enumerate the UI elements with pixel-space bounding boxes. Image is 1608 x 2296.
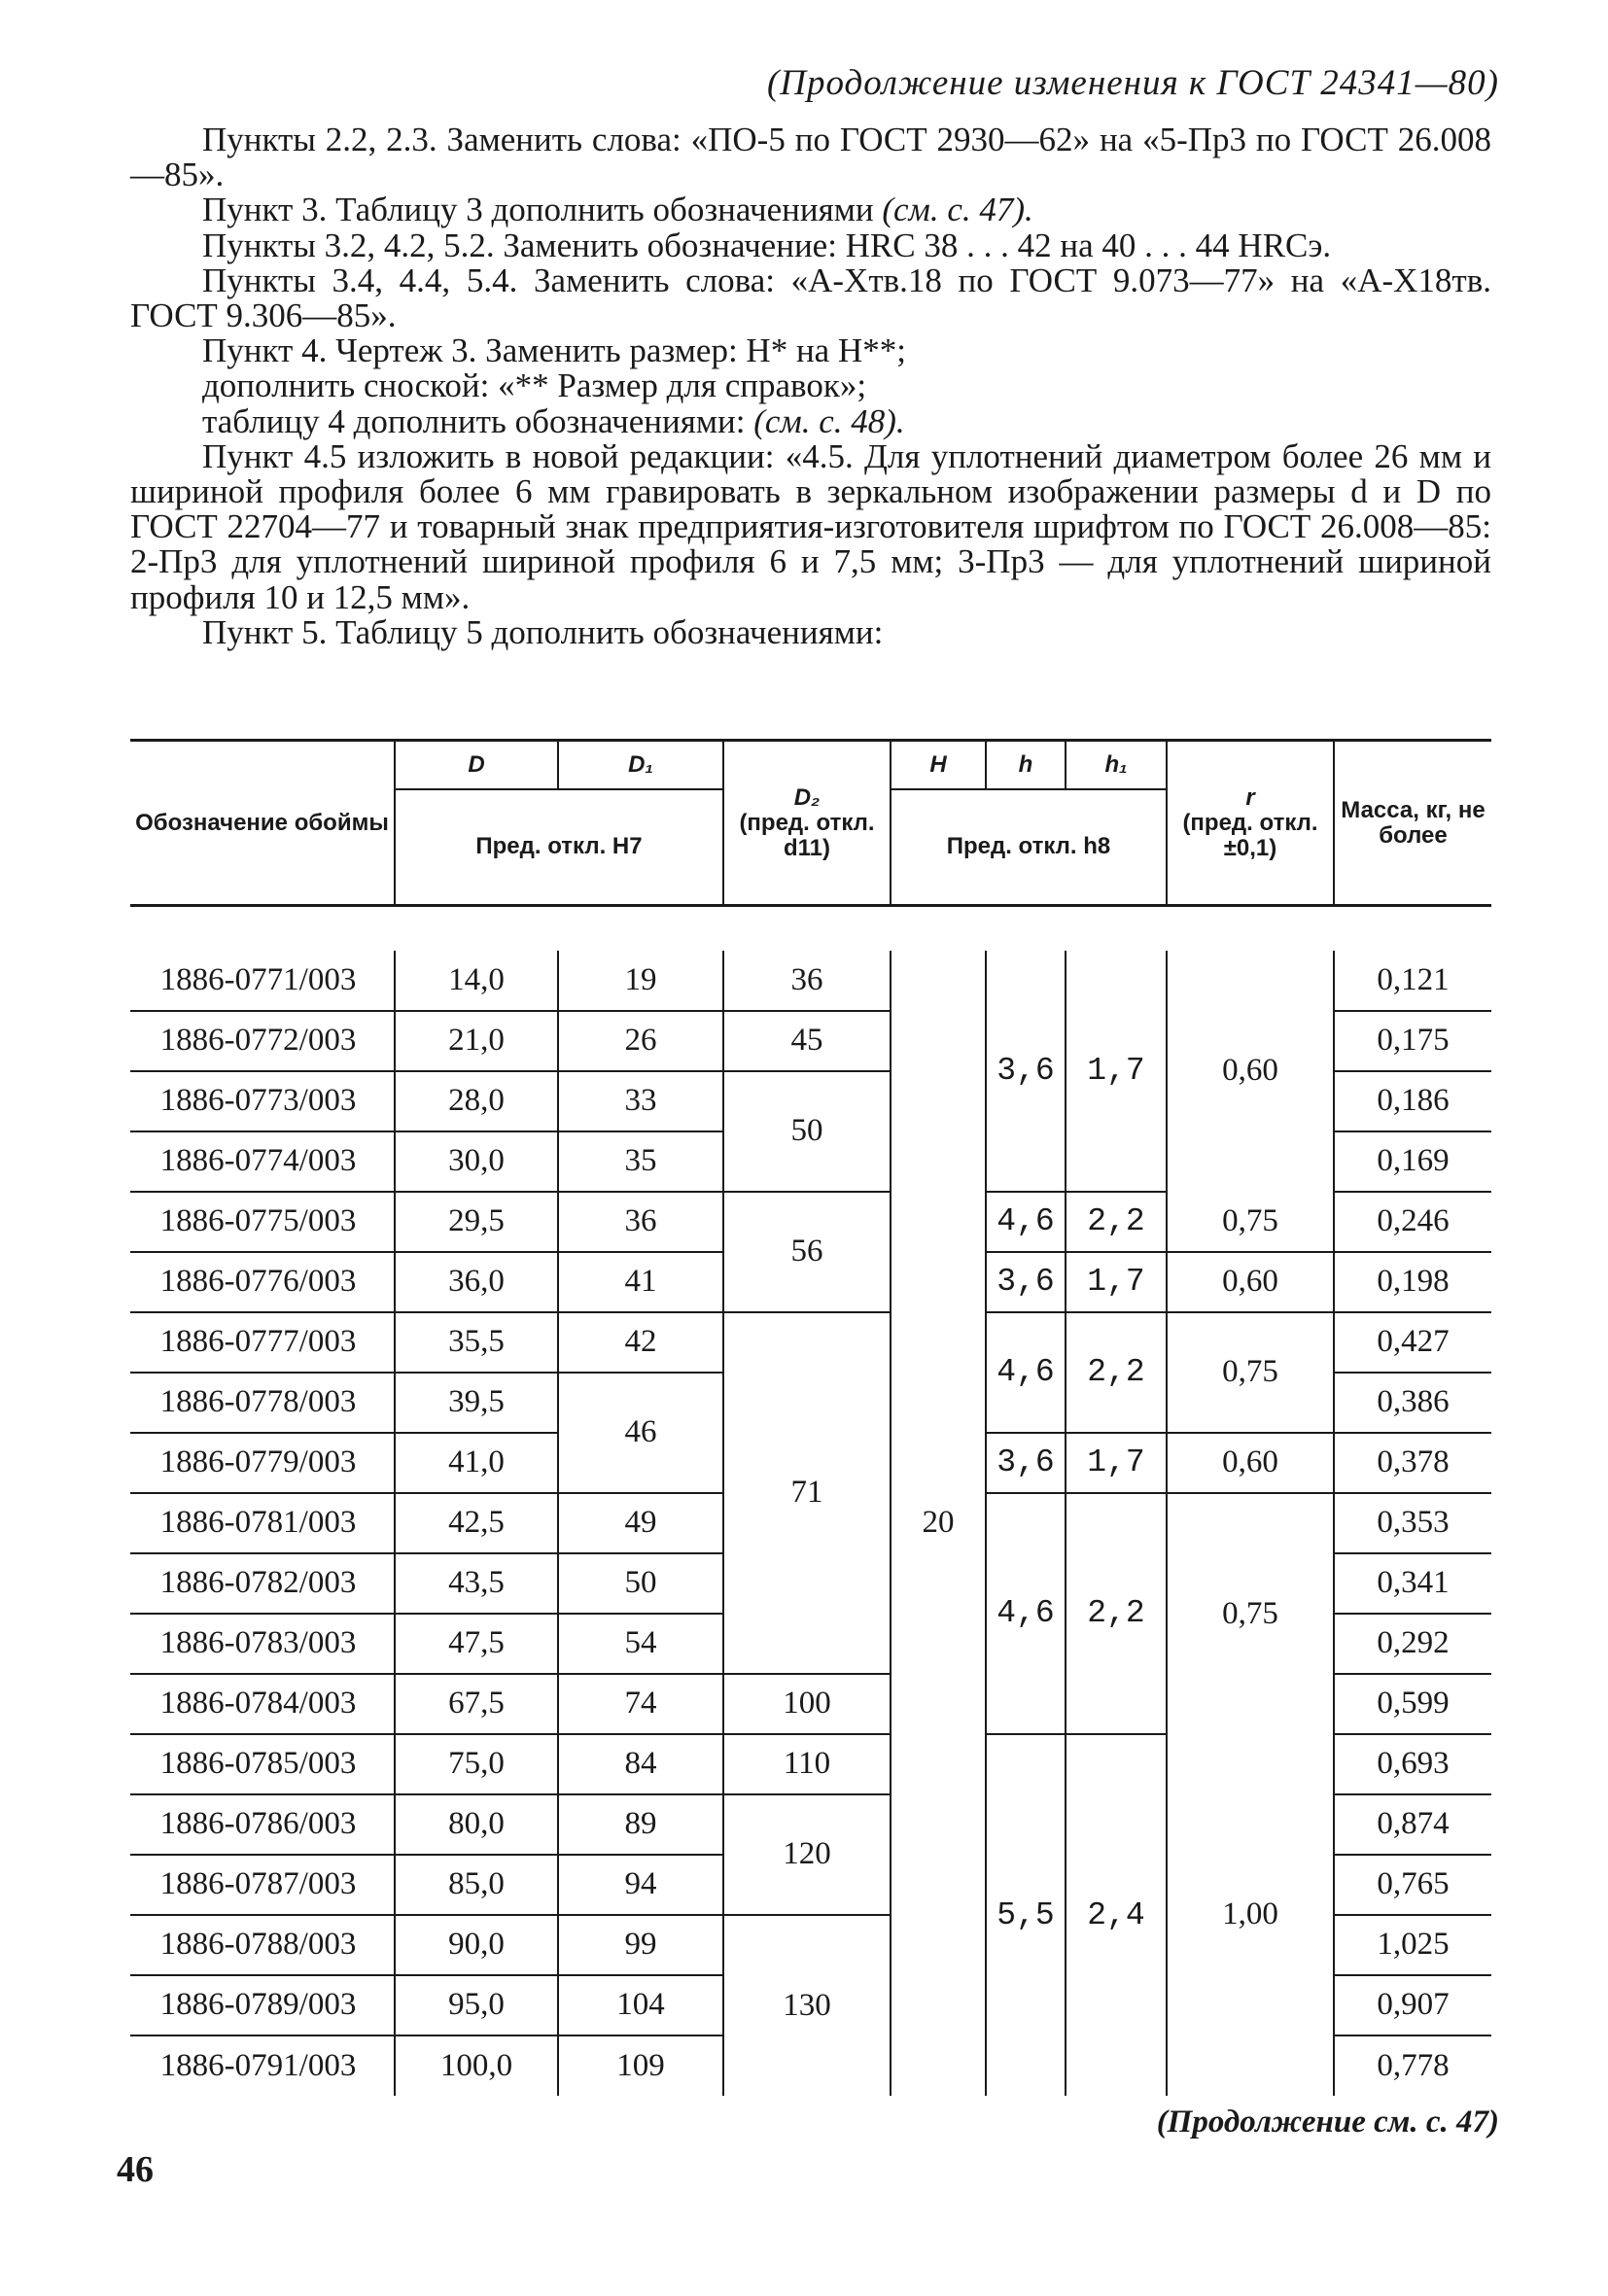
header-h1: h₁ xyxy=(1066,741,1167,789)
cell-d1: 50 xyxy=(558,1553,723,1614)
paragraph-footnote: дополнить сноской: «** Размер для справок»; xyxy=(202,366,867,405)
header-d: D xyxy=(395,741,558,789)
cell-d: 42,5 xyxy=(395,1493,558,1553)
cell-mass: 0,341 xyxy=(1334,1553,1491,1614)
cell-d1: 26 xyxy=(558,1011,723,1071)
cell-mass: 0,121 xyxy=(1334,951,1491,1011)
cell-r: 0,75 xyxy=(1167,1312,1334,1433)
cell-mass: 0,169 xyxy=(1334,1131,1491,1192)
cell-mass: 0,778 xyxy=(1334,2035,1491,2096)
cell-h: 4,6 xyxy=(986,1493,1066,1734)
cell-mass: 1,025 xyxy=(1334,1915,1491,1975)
header-d2-deviation: (пред. откл. d11) xyxy=(739,809,875,861)
cell-r: 0,60 xyxy=(1167,1433,1334,1493)
cell-code: 1886-0771/003 xyxy=(130,951,395,1011)
cell-h1: 1,7 xyxy=(1066,1433,1167,1493)
cell-d: 29,5 xyxy=(395,1192,558,1252)
cell-h: 3,6 xyxy=(986,1433,1066,1493)
cell-code: 1886-0791/003 xyxy=(159,2047,357,2083)
cell-h1: 2,2 xyxy=(1066,1493,1167,1734)
cell-d: 14,0 xyxy=(395,951,558,1011)
cell-mass: 0,175 xyxy=(1334,1011,1491,1071)
cell-d2: 50 xyxy=(723,1071,891,1192)
continuation-note: (Продолжение см. с. 47) xyxy=(1156,2105,1499,2139)
cell-d1: 35 xyxy=(558,1131,723,1192)
header-h-upper: H xyxy=(891,741,986,789)
paragraph-table-4-ref: (см. с. 48). xyxy=(753,401,905,440)
cell-h1: 1,7 xyxy=(1066,951,1167,1192)
cell-h1: 2,4 xyxy=(1066,1734,1167,2096)
amendment-text xyxy=(130,122,1491,650)
cell-d: 95,0 xyxy=(395,1975,558,2035)
cell-d1: 19 xyxy=(558,951,723,1011)
cell-mass: 0,198 xyxy=(1334,1252,1491,1312)
header-designation: Обозначение обоймы xyxy=(130,741,395,906)
paragraph-table-4-text: таблицу 4 дополнить обозначениями: xyxy=(202,401,754,440)
cell-h1: 1,7 xyxy=(1066,1252,1167,1312)
cell-d1: 99 xyxy=(558,1915,723,1975)
cell-code: 1886-0777/003 xyxy=(130,1312,395,1373)
cell-d2: 110 xyxy=(723,1734,891,1794)
cell-code: 1886-0783/003 xyxy=(130,1614,395,1674)
table-row xyxy=(130,1192,1491,1252)
cell-code: 1886-0774/003 xyxy=(130,1131,395,1192)
cell-h: 4,6 xyxy=(986,1312,1066,1433)
cell-d: 80,0 xyxy=(395,1794,558,1855)
cell-d: 75,0 xyxy=(395,1734,558,1794)
header-d2-cell xyxy=(723,741,891,906)
cell-code: 1886-0789/003 xyxy=(130,1975,395,2035)
cell-d1: 89 xyxy=(558,1794,723,1855)
cell-d1: 46 xyxy=(558,1373,723,1493)
cell-mass: 0,378 xyxy=(1334,1433,1491,1493)
cell-mass: 0,693 xyxy=(1334,1734,1491,1794)
cell-h: 3,6 xyxy=(986,1252,1066,1312)
page-number: 46 xyxy=(117,2149,154,2190)
cell-h1: 2,2 xyxy=(1066,1312,1167,1433)
cell-d: 67,5 xyxy=(395,1674,558,1734)
cell-d2: 36 xyxy=(723,951,891,1011)
cell-mass: 0,386 xyxy=(1334,1373,1491,1433)
cell-code: 1886-0779/003 xyxy=(130,1433,395,1493)
cell-d1: 33 xyxy=(558,1071,723,1131)
table-row xyxy=(130,1734,1491,1794)
cell-code: 1886-0776/003 xyxy=(130,1252,395,1312)
header-d2: D₂ xyxy=(793,783,821,811)
cell-d1: 42 xyxy=(558,1312,723,1373)
paragraph-item-5: Пункт 5. Таблицу 5 дополнить обозначениями: xyxy=(202,612,884,651)
cell-d: 41,0 xyxy=(395,1433,558,1493)
cell-d1: 84 xyxy=(558,1734,723,1794)
cell-r: 1,00 xyxy=(1167,1734,1334,2096)
cell-d1: 49 xyxy=(558,1493,723,1553)
cell-code: 1886-0784/003 xyxy=(130,1674,395,1734)
cell-mass: 0,246 xyxy=(1334,1192,1491,1252)
cell-r: 0,60 xyxy=(1167,1252,1334,1312)
cell-mass: 0,427 xyxy=(1334,1312,1491,1373)
cell-d: 43,5 xyxy=(395,1553,558,1614)
cell-code: 1886-0778/003 xyxy=(130,1373,395,1433)
designation-table xyxy=(130,739,1491,2096)
cell-code: 1886-0775/003 xyxy=(130,1192,395,1252)
cell-d: 28,0 xyxy=(395,1071,558,1131)
cell-h1: 2,2 xyxy=(1066,1192,1167,1252)
cell-d1: 109 xyxy=(558,2035,723,2096)
cell-code: 1886-0772/003 xyxy=(130,1011,395,1071)
header-h-lower: h xyxy=(986,741,1066,789)
cell-d1: 94 xyxy=(558,1855,723,1915)
page-header: (Продолжение изменения к ГОСТ 24341—80) xyxy=(766,63,1499,103)
cell-r: 0,60 xyxy=(1167,951,1334,1192)
cell-r: 0,75 xyxy=(1167,1493,1334,1734)
cell-d2: 45 xyxy=(723,1011,891,1071)
cell-code: 1886-0781/003 xyxy=(130,1493,395,1553)
cell-code: 1886-0782/003 xyxy=(130,1553,395,1614)
cell-d2: 130 xyxy=(723,1915,891,2096)
cell-d1: 41 xyxy=(558,1252,723,1312)
cell-code: 1886-0788/003 xyxy=(130,1915,395,1975)
header-r-deviation: (пред. откл. ±0,1) xyxy=(1182,809,1318,861)
cell-d1: 104 xyxy=(558,1975,723,2035)
cell-d: 100,0 xyxy=(395,2035,558,2096)
cell-code: 1886-0786/003 xyxy=(130,1794,395,1855)
header-d1: D₁ xyxy=(558,741,723,789)
cell-mass: 0,186 xyxy=(1334,1071,1491,1131)
header-mass: Масса, кг, не более xyxy=(1334,741,1491,906)
header-r-cell xyxy=(1167,741,1334,906)
table-row xyxy=(130,1312,1491,1373)
cell-d1: 36 xyxy=(558,1192,723,1252)
cell-d1: 54 xyxy=(558,1614,723,1674)
cell-code: 1886-0785/003 xyxy=(130,1734,395,1794)
cell-code: 1886-0773/003 xyxy=(130,1071,395,1131)
paragraph-items-2-2: Пункты 2.2, 2.3. Заменить слова: «ПО-5 по ГОСТ 2930—62» на «5-Пр3 по ГОСТ 26.008—85». xyxy=(130,121,1491,194)
cell-d1: 74 xyxy=(558,1674,723,1734)
cell-d: 21,0 xyxy=(395,1011,558,1071)
paragraph-table-4 xyxy=(130,401,1491,440)
cell-h-upper: 20 xyxy=(891,951,986,2096)
cell-d: 85,0 xyxy=(395,1855,558,1915)
cell-r: 0,75 xyxy=(1167,1192,1334,1252)
cell-mass: 0,874 xyxy=(1334,1794,1491,1855)
paragraph-item-3-ref: (см. с. 47). xyxy=(882,191,1033,229)
cell-d2: 71 xyxy=(723,1312,891,1674)
header-r: r xyxy=(1245,783,1255,811)
cell-mass: 0,907 xyxy=(1334,1975,1491,2035)
cell-mass: 0,765 xyxy=(1334,1855,1491,1915)
cell-d2: 120 xyxy=(723,1794,891,1915)
paragraph-item-4-5: Пункт 4.5 изложить в новой редакции: «4.5. Для уплотнений диаметром более 26 мм и шириной профиля более 6 мм гравировать в зеркальном изображении размеры d и D по ГОСТ 22704—77 и товарный знак предприятия-изготовителя шрифтом по ГОСТ 26.008—85: 2-Пр3 для уплотнений шириной профиля 6 и 7,5 мм; 3-Пр3 — для уплотнений шириной профиля 10 и 12,5 мм». xyxy=(130,436,1491,616)
paragraph-item-4: Пункт 4. Чертеж 3. Заменить размер: H* на H**; xyxy=(202,331,906,370)
paragraph-items-3-2: Пункты 3.2, 4.2, 5.2. Заменить обозначение: HRC 38 . . . 42 на 40 . . . 44 HRCэ. xyxy=(202,226,1332,264)
table-spacer xyxy=(130,906,1491,951)
table-row xyxy=(130,951,1491,1011)
cell-d: 30,0 xyxy=(395,1131,558,1192)
paragraph-items-3-4: Пункты 3.4, 4.4, 5.4. Заменить слова: «А-Хтв.18 по ГОСТ 9.073—77» на «А-Х18тв. ГОСТ 9.306—85». xyxy=(130,261,1491,335)
header-deviation-h7: Пред. откл. H7 xyxy=(395,789,723,906)
header-deviation-h8: Пред. откл. h8 xyxy=(891,789,1167,906)
cell-mass: 0,353 xyxy=(1334,1493,1491,1553)
cell-d: 47,5 xyxy=(395,1614,558,1674)
cell-d: 90,0 xyxy=(395,1915,558,1975)
cell-d2: 100 xyxy=(723,1674,891,1734)
cell-mass: 0,599 xyxy=(1334,1674,1491,1734)
cell-d2: 56 xyxy=(723,1192,891,1312)
cell-h: 5,5 xyxy=(986,1734,1066,2096)
cell-mass: 0,292 xyxy=(1334,1614,1491,1674)
cell-d: 39,5 xyxy=(395,1373,558,1433)
cell-d: 36,0 xyxy=(395,1252,558,1312)
paragraph-item-3 xyxy=(130,192,1491,227)
paragraph-item-3-text: Пункт 3. Таблицу 3 дополнить обозначениями xyxy=(202,191,883,229)
cell-h: 4,6 xyxy=(986,1192,1066,1252)
cell-d: 35,5 xyxy=(395,1312,558,1373)
cell-h: 3,6 xyxy=(986,951,1066,1192)
cell-code: 1886-0787/003 xyxy=(130,1855,395,1915)
